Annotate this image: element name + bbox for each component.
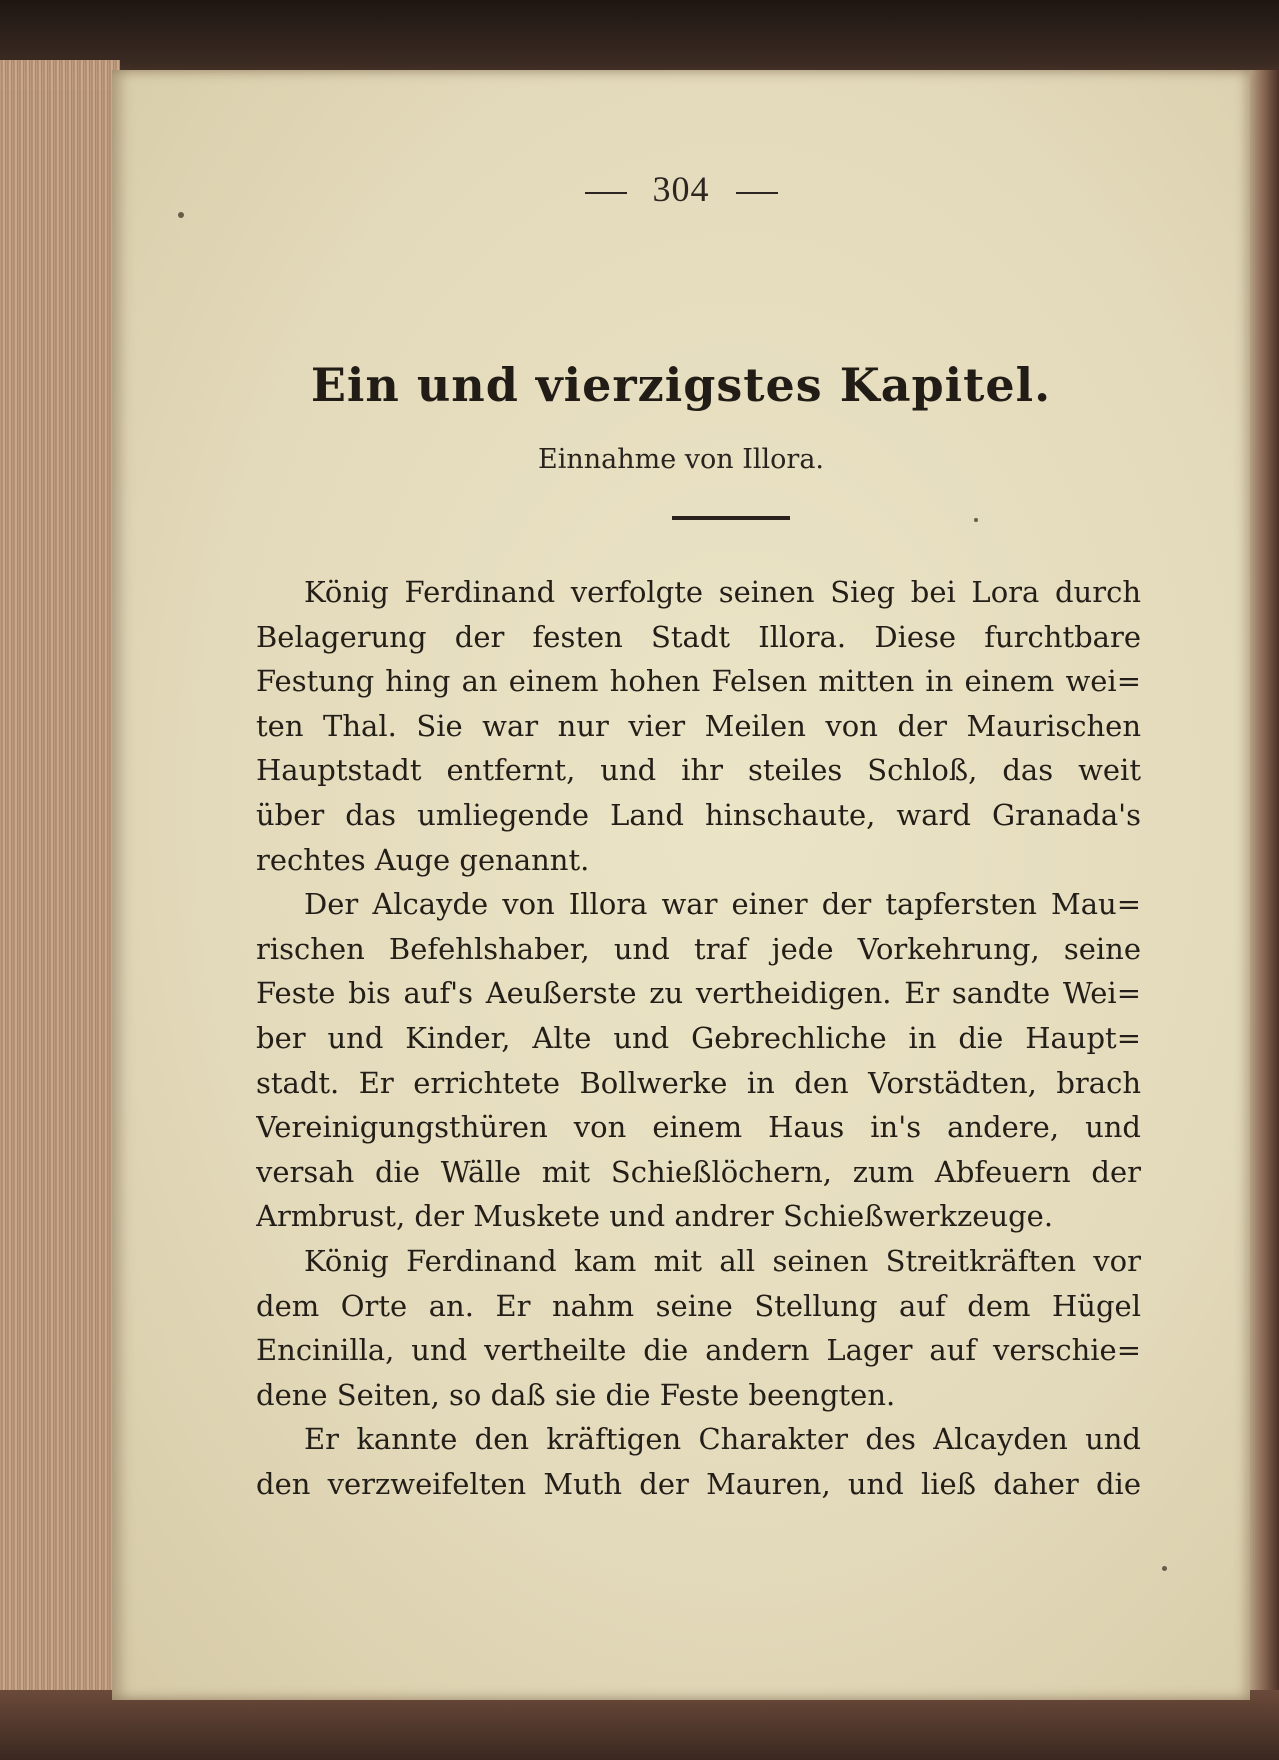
text-line: König Ferdinand verfolgte seinen Sieg bei Lora durch [304,575,1141,609]
dash-right [736,192,778,194]
text-line: dene Seiten, so daß sie die Feste beengten. [256,1377,896,1412]
text-line: Er kannte den kräftigen Charakter des Alcayden und [304,1422,1141,1457]
title-divider-rule [672,516,790,520]
dash-left [585,192,627,194]
paper-speck [178,212,184,218]
paper-speck [1162,1566,1167,1571]
text-line: rechtes Auge genannt. [256,842,590,877]
chapter-title: Ein und vierzigstes Kapitel. [310,358,1052,412]
text-line: Armbrust, der Muskete und andrer Schießwerkzeuge. [256,1199,1054,1234]
book-page [112,70,1250,1700]
text-line: über das umliegende Land hinschaute, ward Granada's [256,797,1141,832]
book-page-stack-left [0,60,120,1720]
text-line: Hauptstadt entfernt, und ihr steiles Schloß, das weit [256,753,1141,788]
text-line: Feste bis auf's Aeußerste zu vertheidigen. Er sandte Wei= [256,976,1141,1011]
text-line: ten Thal. Sie war nur vier Meilen von der Maurischen [256,708,1141,743]
text-line: versah die Wälle mit Schießlöchern, zum Abfeuern der [256,1154,1141,1189]
text-line: Encinilla, und vertheilte die andern Lager auf verschie= [256,1333,1141,1368]
chapter-subtitle: Einnahme von Illora. [537,444,825,475]
text-line: ber und Kinder, Alte und Gebrechliche in die Haupt= [256,1020,1141,1055]
paper-speck [974,518,978,522]
text-line: Der Alcayde von Illora war einer der tapfersten Mau= [304,887,1141,922]
text-line: stadt. Er errichtete Bollwerke in den Vorstädten, brach [256,1065,1141,1100]
text-line: Vereinigungsthüren von einem Haus in's andere, und [256,1110,1141,1145]
text-line: den verzweifelten Muth der Mauren, und ließ daher die [256,1466,1141,1501]
body-text [256,570,1141,1506]
text-line: König Ferdinand kam mit all seinen Streitkräften vor [304,1243,1141,1278]
page-number: 304 [652,169,710,209]
text-line: rischen Befehlshaber, und traf jede Vorkehrung, seine [256,931,1141,966]
book-cover-bottom-edge [0,1690,1279,1760]
text-line: Belagerung der festen Stadt Illora. Diese furchtbare [256,619,1141,654]
page-number-header [112,168,1250,210]
text-line: dem Orte an. Er nahm seine Stellung auf dem Hügel [256,1288,1141,1323]
text-line: Festung hing an einem hohen Felsen mitten in einem wei= [256,664,1141,699]
